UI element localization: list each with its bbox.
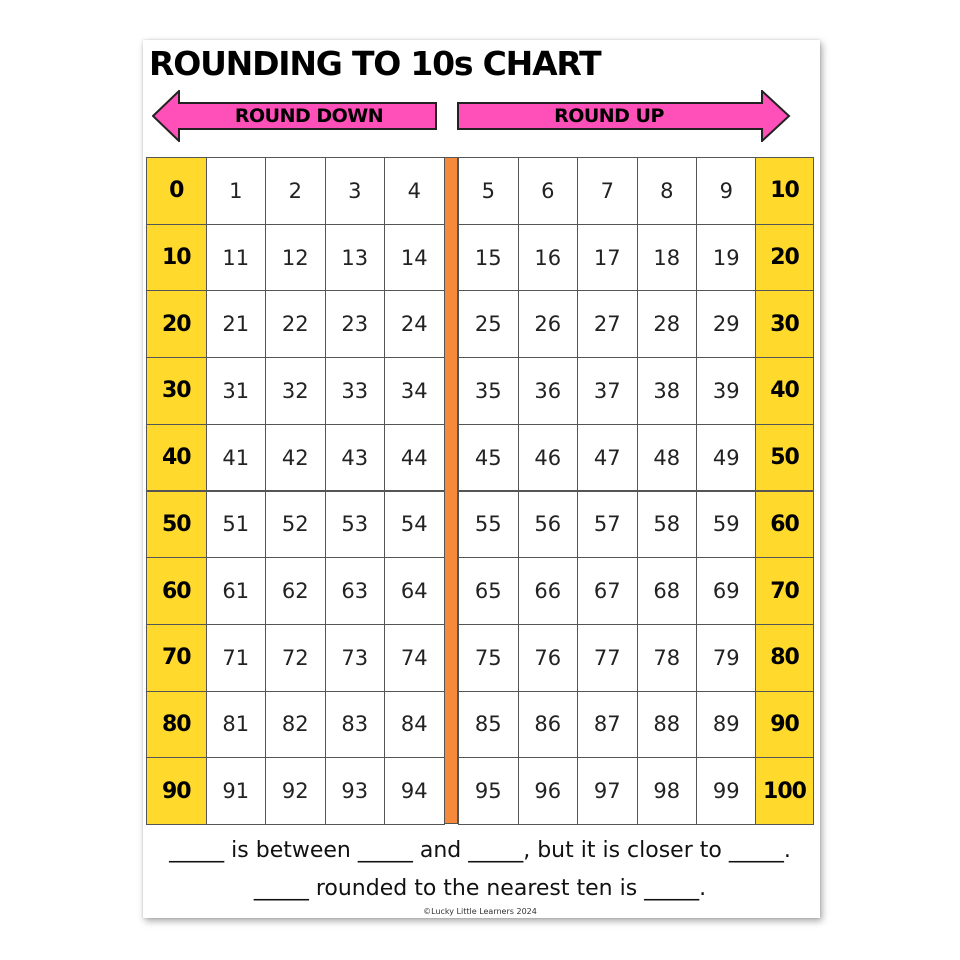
number-cell: 73	[325, 624, 386, 692]
tens-cell: 60	[146, 557, 207, 625]
number-cell: 87	[577, 691, 638, 759]
number-cell: 5	[458, 157, 519, 225]
rounding-chart-table	[146, 157, 814, 824]
number-cell: 6	[518, 157, 579, 225]
number-cell: 35	[458, 357, 519, 425]
number-cell: 32	[265, 357, 326, 425]
number-cell: 8	[637, 157, 698, 225]
number-cell: 42	[265, 424, 326, 492]
tens-cell: 20	[146, 290, 207, 358]
number-cell: 41	[206, 424, 267, 492]
tens-cell: 50	[146, 491, 207, 559]
number-cell: 65	[458, 557, 519, 625]
round-up-arrow	[457, 90, 791, 142]
number-cell: 16	[518, 224, 579, 292]
number-cell: 15	[458, 224, 519, 292]
tens-cell: 70	[755, 557, 814, 625]
number-cell: 34	[384, 357, 445, 425]
number-cell: 56	[518, 491, 579, 559]
number-cell: 27	[577, 290, 638, 358]
page-title: ROUNDING TO 10s CHART	[149, 44, 601, 83]
number-cell: 36	[518, 357, 579, 425]
number-cell: 9	[696, 157, 757, 225]
tens-cell: 10	[146, 224, 207, 292]
tens-cell: 90	[146, 757, 207, 825]
number-cell: 17	[577, 224, 638, 292]
round-down-label: ROUND DOWN	[234, 105, 384, 127]
tens-cell: 60	[755, 491, 814, 559]
number-cell: 81	[206, 691, 267, 759]
tens-cell: 40	[146, 424, 207, 492]
round-down-arrow	[152, 90, 438, 142]
number-cell: 89	[696, 691, 757, 759]
number-cell: 55	[458, 491, 519, 559]
number-cell: 68	[637, 557, 698, 625]
number-cell: 91	[206, 757, 267, 825]
number-cell: 64	[384, 557, 445, 625]
number-cell: 21	[206, 290, 267, 358]
number-cell: 25	[458, 290, 519, 358]
tens-cell: 100	[755, 757, 814, 825]
number-cell: 72	[265, 624, 326, 692]
number-cell: 97	[577, 757, 638, 825]
number-cell: 33	[325, 357, 386, 425]
tens-cell: 30	[755, 290, 814, 358]
number-cell: 37	[577, 357, 638, 425]
number-cell: 44	[384, 424, 445, 492]
tens-cell: 40	[755, 357, 814, 425]
number-cell: 99	[696, 757, 757, 825]
number-cell: 86	[518, 691, 579, 759]
number-cell: 96	[518, 757, 579, 825]
number-cell: 38	[637, 357, 698, 425]
number-cell: 66	[518, 557, 579, 625]
number-cell: 71	[206, 624, 267, 692]
number-cell: 57	[577, 491, 638, 559]
number-cell: 92	[265, 757, 326, 825]
number-cell: 23	[325, 290, 386, 358]
number-cell: 24	[384, 290, 445, 358]
number-cell: 74	[384, 624, 445, 692]
number-cell: 49	[696, 424, 757, 492]
number-cell: 52	[265, 491, 326, 559]
number-cell: 75	[458, 624, 519, 692]
number-cell: 18	[637, 224, 698, 292]
number-cell: 22	[265, 290, 326, 358]
number-cell: 12	[265, 224, 326, 292]
number-cell: 48	[637, 424, 698, 492]
number-cell: 11	[206, 224, 267, 292]
number-cell: 77	[577, 624, 638, 692]
number-cell: 43	[325, 424, 386, 492]
tens-cell: 0	[146, 157, 207, 225]
tens-cell: 90	[755, 691, 814, 759]
number-cell: 3	[325, 157, 386, 225]
number-cell: 67	[577, 557, 638, 625]
number-cell: 4	[384, 157, 445, 225]
tens-cell: 30	[146, 357, 207, 425]
tens-cell: 80	[755, 624, 814, 692]
fill-in-sentence-2: _____ rounded to the nearest ten is _____.	[253, 876, 707, 901]
number-cell: 98	[637, 757, 698, 825]
number-cell: 59	[696, 491, 757, 559]
number-cell: 58	[637, 491, 698, 559]
number-cell: 63	[325, 557, 386, 625]
number-cell: 29	[696, 290, 757, 358]
number-cell: 85	[458, 691, 519, 759]
tens-cell: 80	[146, 691, 207, 759]
number-cell: 47	[577, 424, 638, 492]
number-cell: 39	[696, 357, 757, 425]
number-cell: 82	[265, 691, 326, 759]
number-cell: 26	[518, 290, 579, 358]
tens-cell: 70	[146, 624, 207, 692]
number-cell: 28	[637, 290, 698, 358]
number-cell: 45	[458, 424, 519, 492]
number-cell: 94	[384, 757, 445, 825]
number-cell: 13	[325, 224, 386, 292]
number-cell: 46	[518, 424, 579, 492]
number-cell: 69	[696, 557, 757, 625]
number-cell: 31	[206, 357, 267, 425]
tens-cell: 10	[755, 157, 814, 225]
number-cell: 14	[384, 224, 445, 292]
number-cell: 1	[206, 157, 267, 225]
number-cell: 76	[518, 624, 579, 692]
number-cell: 79	[696, 624, 757, 692]
number-cell: 2	[265, 157, 326, 225]
round-up-label: ROUND UP	[554, 105, 664, 127]
fill-in-sentence-1: _____ is between _____ and _____, but it is closer to _____.	[169, 838, 791, 863]
number-cell: 19	[696, 224, 757, 292]
number-cell: 95	[458, 757, 519, 825]
number-cell: 54	[384, 491, 445, 559]
number-cell: 61	[206, 557, 267, 625]
number-cell: 84	[384, 691, 445, 759]
number-cell: 88	[637, 691, 698, 759]
tens-cell: 20	[755, 224, 814, 292]
number-cell: 7	[577, 157, 638, 225]
number-cell: 93	[325, 757, 386, 825]
number-cell: 83	[325, 691, 386, 759]
copyright-text: ©Lucky Little Learners 2024	[423, 907, 537, 916]
number-cell: 78	[637, 624, 698, 692]
tens-cell: 50	[755, 424, 814, 492]
number-cell: 51	[206, 491, 267, 559]
number-cell: 62	[265, 557, 326, 625]
number-cell: 53	[325, 491, 386, 559]
half-divider	[444, 157, 458, 824]
